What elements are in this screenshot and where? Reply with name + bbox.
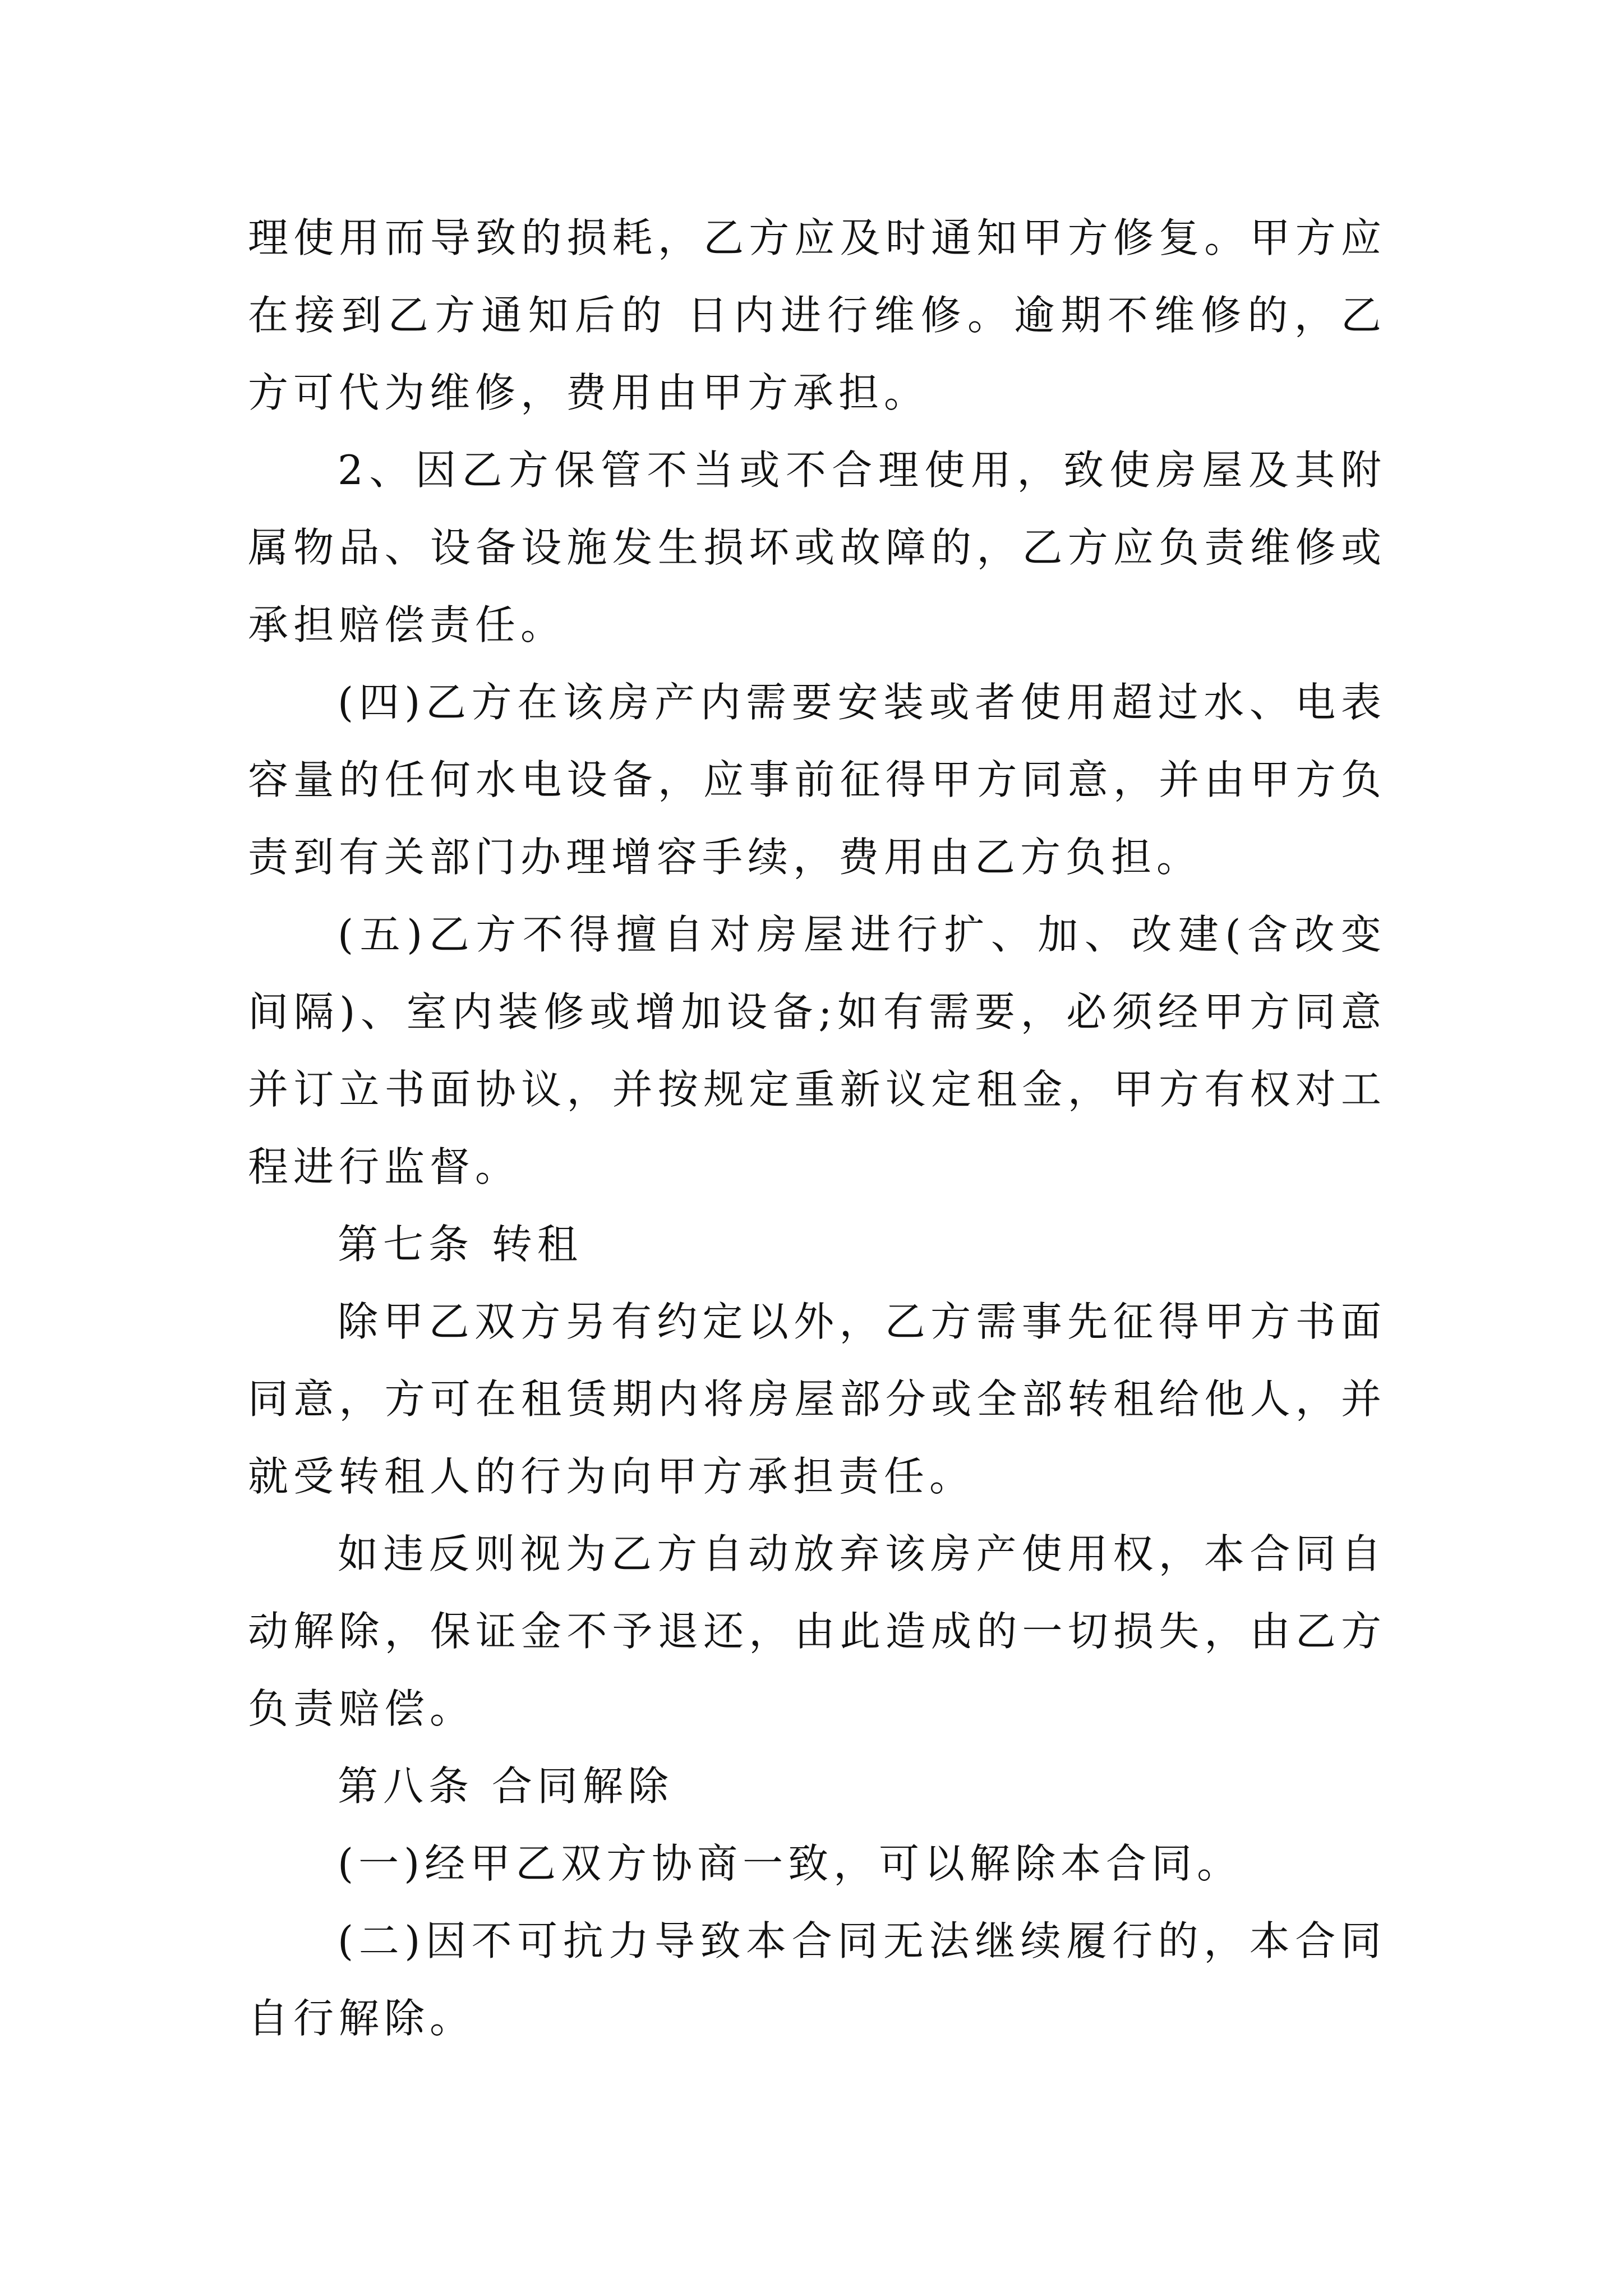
paragraph-termination-2: (二)因不可抗力导致本合同无法继续履行的，本合同自行解除。 — [248, 1917, 1386, 2042]
paragraph-repair-continuation: 理使用而导致的损耗，乙方应及时通知甲方修复。甲方应在接到乙方通知后的 日内进行维修。逾期不维修的，乙方可代为维修，费用由甲方承担。 — [248, 214, 1386, 416]
article-7-heading: 第七条 转租 — [338, 1221, 583, 1268]
paragraph-clause-4-equipment: (四)乙方在该房产内需要安装或者使用超过水、电表容量的任何水电设备，应事前征得甲方同意，并由甲方负责到有关部门办理增容手续，费用由乙方负担。 — [248, 679, 1386, 881]
paragraph-sublease-consent: 除甲乙双方另有约定以外，乙方需事先征得甲方书面同意，方可在租赁期内将房屋部分或全部转租给他人，并就受转租人的行为向甲方承担责任。 — [248, 1298, 1386, 1500]
paragraph-clause-5-renovation: (五)乙方不得擅自对房屋进行扩、加、改建(含改变间隔)、室内装修或增加设备;如有需要，必须经甲方同意并订立书面协议，并按规定重新议定租金，甲方有权对工程进行监督。 — [248, 911, 1386, 1190]
paragraph-termination-1: (一)经甲乙双方协商一致，可以解除本合同。 — [338, 1840, 1243, 1887]
document-body — [248, 199, 1386, 2057]
paragraph-clause-2-damage: 2、因乙方保管不当或不合理使用，致使房屋及其附属物品、设备设施发生损坏或故障的，乙方应负责维修或承担赔偿责任。 — [248, 447, 1386, 648]
article-8-heading: 第八条 合同解除 — [338, 1763, 674, 1810]
paragraph-sublease-violation: 如违反则视为乙方自动放弃该房产使用权，本合同自动解除，保证金不予退还，由此造成的一切损失，由乙方负责赔偿。 — [248, 1530, 1386, 1732]
